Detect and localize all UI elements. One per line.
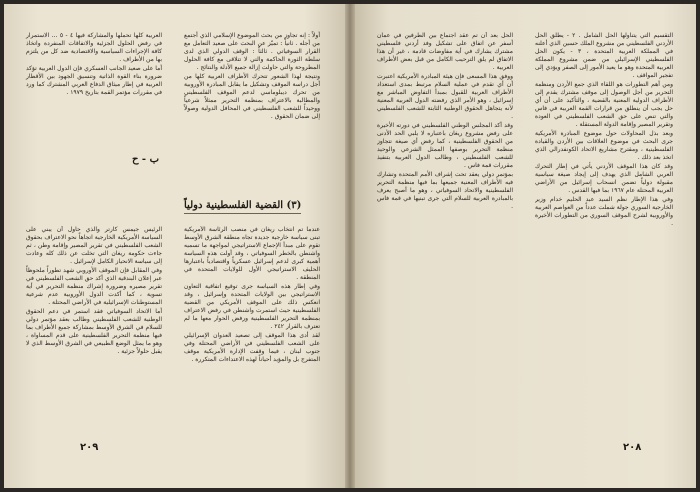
page-number: ٢٠٨ — [623, 442, 642, 453]
section-heading: (٣) القضية الفلسطينية دولياً — [184, 200, 301, 214]
paragraph: بمؤتمر دولي يعقد تحت إشراف الأمم المتحدة وتشارك فيه الأطراف المعنية جميعها بما فيها منظمة التحرير الفلسطينية والاتحاد السوفياتي ، وهو ما أصبح يعرف بالمبادرة العربية للسلام التي جرى تبنيها في قمة فاس . — [377, 171, 513, 210]
paragraph: ونتيجة لهذا الشعور تتحرك الأطراف العربية كلها من أجل دراسة الموقف وتشكيل ما يقابل المبادرة الأوروبية من تحرك ديبلوماسي لدعم الموقف الفلسطيني والمطالبة بالاعتراف بمنظمة التحرير ممثلاً شرعياً ووحيداً للشعب الفلسطيني في المحافل الدولية وصولاً إلى ضمان الحقوق . — [184, 73, 320, 120]
paragraph: وبعد بذل المحاولات حول موضوع المبادرة الأمريكية جرى البحث في موضوع العلاقات بين الأردن والقيادة الفلسطينية ، ومقترح مشاريع الاتحاد الكونفدرالي الذي اتخذ بعد ذلك . — [535, 130, 673, 161]
page-left — [4, 4, 345, 488]
paragraph: وفي هذا الإطار نظم السيد عبد الحليم خدام وزير الخارجية السوري جولة شملت عدداً من العواصم العربية والأوروبية لشرح الموقف السوري من التطورات الأخيرة . — [535, 196, 673, 227]
paragraph: ووفق هذا المسعى فإن هيئة المبادرة الأمريكية اعتبرت أن أي تقدم في عملية السلام مرتبط بمدى استعداد الأطراف العربية للقبول بمبدأ التفاوض المباشر مع إسرائيل ، وهو الأمر الذي رفضته الدول العربية المعنية لأنه يتجاهل الحقوق الوطنية الثابتة للشعب الفلسطيني . — [377, 73, 513, 120]
page-number: ٢٠٩ — [80, 442, 99, 453]
right-column-left — [377, 32, 513, 436]
paragraph: عندما تم انتخاب ريغان في منصب الرئاسة الأمريكية تبنى سياسة خارجية جديدة تجاه منطقة الشرق الأوسط تقوم على مبدأ الإجماع الاستراتيجي لمواجهة ما تسميه واشنطن بالخطر السوفياتي ، وقد أولت هذه السياسة أهمية كبرى لدعم إسرائيل عسكرياً واقتصادياً باعتبارها الحليف الاستراتيجي الأول للولايات المتحدة في المنطقة . — [184, 226, 320, 281]
paragraph: وقد أكد المجلس الوطني الفلسطيني في دورته الأخيرة على رفض مشروع ريغان باعتباره لا يلبي الحد الأدنى من الحقوق الفلسطينية ، كما رفض أي صيغة تتجاوز منظمة التحرير بوصفها الممثل الشرعي والوحيد للشعب الفلسطيني ، وطالب الدول العربية بتنفيذ مقررات قمة فاس . — [377, 122, 513, 169]
left-top-column-right — [184, 32, 320, 122]
paragraph: أما الاتحاد السوفياتي فقد استمر في دعم الحقوق الوطنية للشعب الفلسطيني وطالب بعقد مؤتمر دولي للسلام في الشرق الأوسط بمشاركة جميع الأطراف بما فيها منظمة التحرير الفلسطينية على قدم المساواة ، وهو ما يمثل الوضع الطبيعي في الشرق الأوسط الذي لا يقبل حلولاً جزئية . — [26, 308, 162, 355]
paragraph: الحل بعد أن تم عقد اجتماع بين الطرفين في عمان أسفر عن اتفاق على تشكيل وفد أردني فلسطيني مشترك يشارك في أية مفاوضات قادمة ، غير أن هذا الاتفاق لم يلق الترحيب الكامل من قبل بعض الأطراف العربية . — [377, 32, 513, 71]
paragraph: وفي إطار هذه السياسة جرى توقيع اتفاقية التعاون الاستراتيجي بين الولايات المتحدة وإسرائيل ، وقد انعكس ذلك على الموقف الأمريكي من القضية الفلسطينية حيث استمرت واشنطن في رفض الاعتراف بمنظمة التحرير الفلسطينية ورفض الحوار معها ما لم تعترف بالقرار ٢٤٢ . — [184, 283, 320, 330]
page-right — [355, 4, 696, 488]
paragraph: الرئيس جيمس كارتر والذي حاول أن يبني على السياسة الأمريكية الخارجية اتجاهاً نحو الاعتراف بحقوق الشعب الفلسطيني في تقرير المصير وإقامة وطن ، ثم جاءت حكومة ريغان التي تخلت عن ذلك كله وعادت إلى سياسة الانحياز الكامل لإسرائيل . — [26, 226, 162, 265]
paragraph: أولاً : إنه تجاوز من بحث الموضوع الإسلامي الذي أجتمع من أجله . ثانياً : تميّز عن البحث على صعيد التعامل مع القرار السوفياتي . ثالثاً : الوقف الدولي الذي لدى سلطة الثورة الحاكمة والتي لا تتلاقى مع كافة الحلول المطروحة والتي حاولت إزالة جميع الأدلة والنتائج . — [184, 32, 320, 71]
open-book — [4, 4, 696, 488]
left-bottom-column-left — [26, 226, 162, 436]
paragraph: العربية كلها تحملها والمشاركة فيها ٤ - ٥ ... الاستمرار في رفض الحلول الجزئية والاتفاقات المنفردة واتخاذ كافة الإجراءات السياسية والاقتصادية ضد كل من يلتزم بها من الأطراف . — [26, 32, 163, 63]
right-column-right — [535, 32, 673, 436]
book-gutter — [345, 4, 355, 488]
paragraph: وقد كان هذا الموقف الأردني يأتي في إطار التحرك العربي الشامل الذي يهدف إلى إيجاد صيغة سياسية مقبولة دولياً تضمن انسحاب إسرائيل من الأراضي العربية المحتلة عام ١٩٦٧ بما فيها القدس . — [535, 163, 673, 194]
paragraph: لقد أدى هذا الموقف إلى تصعيد العدوان الإسرائيلي على الشعب الفلسطيني في الأراضي المحتلة وفي جنوب لبنان ، فيما وقفت الإدارة الأمريكية موقف المتفرج بل والمؤيد أحياناً لهذه الاعتداءات المتكررة . — [184, 332, 320, 363]
paragraph: التقسيم التي يتناولها الحل الشامل . ٢ - يطلق الحل الأردني الفلسطيني من مشروع الملك حسين الذي أعلنه في المملكة العربية المتحدة ، ٣ - يكون الحل الفلسطيني الإسرائيلي من ضمن مشروع المملكة العربية المتحدة وهو ما يعيد الأمور إلى الصفر ويؤدي إلى تفجير المواقف . — [535, 32, 673, 79]
left-top-column-left — [26, 32, 162, 98]
paragraph: ومن أهم التطورات هو اللقاء الذي جمع الأردن ومنظمة التحرير من أجل الوصول إلى موقف مشترك يقدم إلى الأطراف الدولية المعنية بالقضية ، والتأكيد على أن أي حل يجب أن ينطلق من قرارات القمة العربية في فاس والتي تنص على حق الشعب الفلسطيني في العودة وتقرير المصير وإقامة الدولة المستقلة . — [535, 81, 673, 128]
left-bottom-column-right — [184, 226, 320, 436]
paragraph: وفي المقابل فإن الموقف الأوروبي شهد تطوراً ملحوظاً عبر إعلان البندقية الذي أكد حق الشعب الفلسطيني في تقرير مصيره وضرورة إشراك منظمة التحرير في أية تسوية ، كما أكدت الدول الأوروبية عدم شرعية المستوطنات الإسرائيلية في الأراضي المحتلة . — [26, 267, 162, 306]
section-marker: ب - ح — [132, 154, 159, 165]
paragraph: أما على صعيد الجانب العسكري فإن الدول العربية تؤكد ضرورة بناء القوة الذاتية وتنسيق الجهود بين الأقطار العربية في إطار ميثاق الدفاع العربي المشترك كما ورد في مقررات مؤتمر القمة بتاريخ ١٩٧٩ . — [26, 65, 162, 96]
